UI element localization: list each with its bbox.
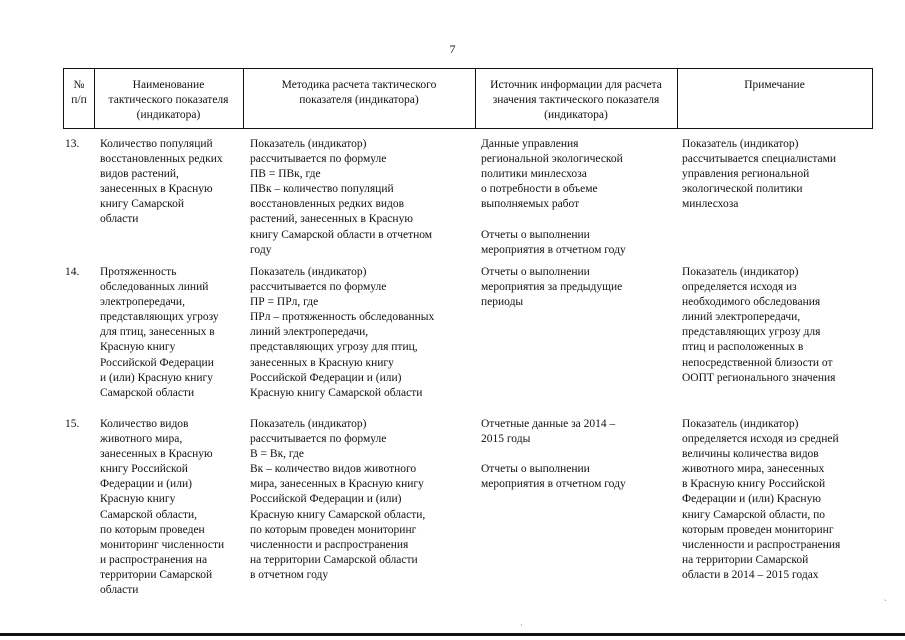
table-top-border xyxy=(63,68,873,69)
header-indicator-name: Наименование тактического показателя (индикатора) xyxy=(108,79,229,122)
row-information-source: Данные управления региональной экологической политики минлесхоза о потребности в объеме выполняемых работ Отчеты о выполнении мероприятия в отчетном году xyxy=(481,138,626,256)
row-indicator-name: Количество видов животного мира, занесенных в Красную книгу Российской Федерации и (или) Красную книгу Самарской области, по которым проведен мониторинг численности и распространения на территории Самарской области xyxy=(100,418,225,597)
row-calculation-method: Показатель (индикатор) рассчитывается по формуле В = Вк, где Вк – количество видов животного мира, занесенных в Красную книгу Российской Федерации и (или) Красную книгу Самарской области, по которым проведен мониторинг численности и распространения на территории Самарской области в отчетном году xyxy=(250,418,426,581)
column-divider xyxy=(63,68,64,128)
indicator-table xyxy=(63,68,873,628)
row-note: Показатель (индикатор) определяется исходя из необходимого обследования линий электропередачи, представляющих угрозу для птиц и расположенных в непосредственной близости от ООПТ регионального значения xyxy=(682,266,836,384)
row-note: Показатель (индикатор) определяется исходя из средней величины количества видов животного мира, занесенных в Красную книгу Российской Федерации и (или) Красную книгу Самарской области, по которым проведен мониторинг численности и распространения на территории Самарской области в 2014 – 2015 годах xyxy=(682,418,841,581)
row-information-source: Отчеты о выполнении мероприятия за предыдущие периоды xyxy=(481,266,623,309)
row-information-source: Отчетные данные за 2014 – 2015 годы Отчеты о выполнении мероприятия в отчетном году xyxy=(481,418,626,491)
row-note: Показатель (индикатор) рассчитывается специалистами управления региональной экологической политики минлесхоза xyxy=(682,138,837,211)
scan-speck: · xyxy=(520,621,523,630)
header-information-source: Источник информации для расчета значения тактического показателя (индикатора) xyxy=(490,79,662,122)
row-indicator-name: Количество популяций восстановленных редких видов растений, занесенных в Красную книгу Самарской области xyxy=(100,138,223,226)
scan-speck: ˏ xyxy=(884,592,887,601)
column-divider xyxy=(872,68,873,128)
header-number: № п/п xyxy=(71,79,87,107)
row-calculation-method: Показатель (индикатор) рассчитывается по формуле ПВ = ПВк, где ПВк – количество популяций восстановленных редких видов растений, занесенных в Красную книгу Самарской области в отчетном году xyxy=(250,138,433,256)
header-bottom-border xyxy=(63,128,873,129)
header-note: Примечание xyxy=(744,79,805,91)
column-divider xyxy=(677,68,678,128)
page-number: 7 xyxy=(449,42,456,56)
page-bottom-rule xyxy=(0,633,905,636)
row-number: 13. xyxy=(65,138,80,150)
row-indicator-name: Протяженность обследованных линий электропередачи, представляющих угрозу для птиц, занесенных в Красную книгу Российской Федерации и (или) Красную книгу Самарской области xyxy=(100,266,219,399)
row-number: 15. xyxy=(65,418,80,430)
row-number: 14. xyxy=(65,266,80,278)
header-calculation-method: Методика расчета тактического показателя (индикатора) xyxy=(281,79,437,107)
row-calculation-method: Показатель (индикатор) рассчитывается по формуле ПР = ПРл, где ПРл – протяженность обследованных линий электропередачи, представляющих угрозу для птиц, занесенных в Красную книгу Российской Федерации и (или) Красную книгу Самарской области xyxy=(250,266,435,399)
